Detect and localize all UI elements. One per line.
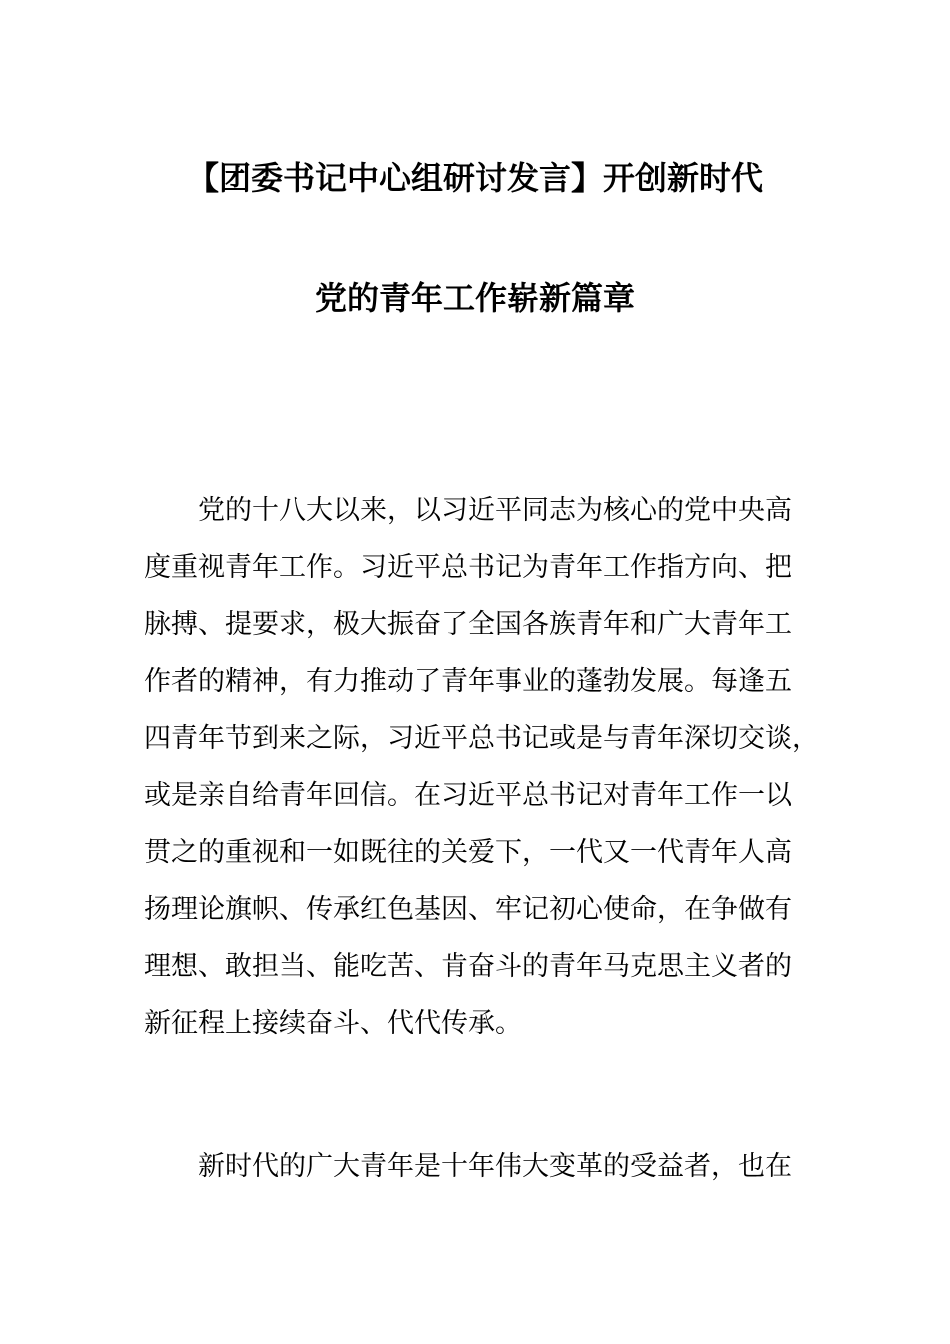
paragraph-line: 扬理论旗帜、传承红色基因、牢记初心使命，在争做有 [144,894,792,925]
paragraph-line: 作者的精神，有力推动了青年事业的蓬勃发展。每逢五 [144,666,792,697]
paragraph-line: 新征程上接续奋斗、代代传承。 [144,1008,522,1039]
paragraph-line: 度重视青年工作。习近平总书记为青年工作指方向、把 [144,552,792,583]
paragraph-line: 脉搏、提要求，极大振奋了全国各族青年和广大青年工 [144,609,792,640]
paragraph-line: 新时代的广大青年是十年伟大变革的受益者，也在 [198,1151,792,1182]
paragraph-line: 或是亲自给青年回信。在习近平总书记对青年工作一以 [144,780,792,811]
paragraph-2 [144,1138,834,1195]
document-title-line-1: 【团委书记中心组研讨发言】开创新时代 [186,159,763,197]
paragraph-line: 贯之的重视和一如既往的关爱下，一代又一代青年人高 [144,837,792,868]
paragraph-line: 四青年节到来之际，习近平总书记或是与青年深切交谈， [144,723,819,754]
paragraph-line: 理想、敢担当、能吃苦、肯奋斗的青年马克思主义者的 [144,951,792,982]
paragraph-line: 党的十八大以来，以习近平同志为核心的党中央高 [198,495,792,526]
paragraph-1 [144,482,834,1052]
document-title-line-2: 党的青年工作崭新篇章 [314,279,635,317]
